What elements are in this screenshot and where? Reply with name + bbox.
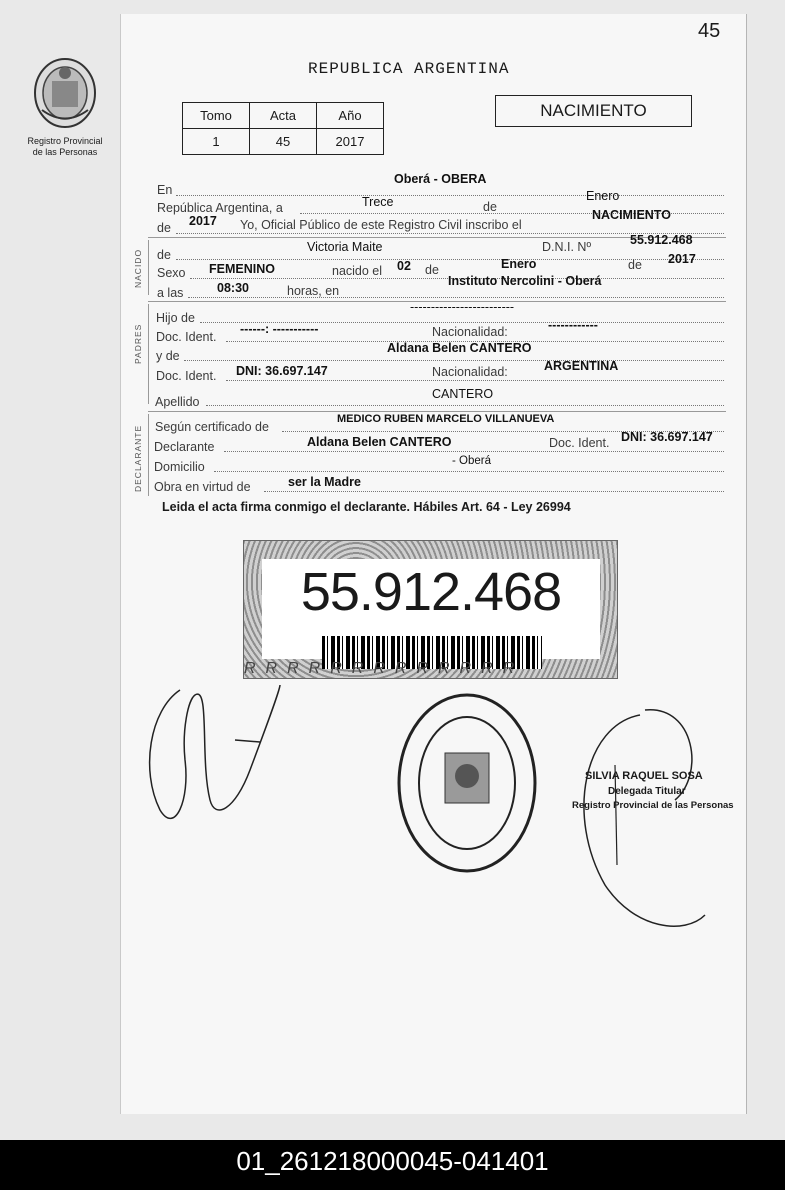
year-value: 2017 (189, 214, 217, 228)
oficial-text: Yo, Oficial Público de este Registro Civil inscribo el (240, 218, 522, 232)
birth-month-value: Enero (501, 257, 537, 271)
declarante-label: Declarante (154, 440, 215, 454)
coat-of-arms-icon (30, 55, 100, 135)
birth-day-value: 02 (397, 259, 411, 273)
volume-table (182, 102, 384, 155)
padres-section-label: PADRES (133, 323, 143, 364)
footer-document-code: 01_261218000045-041401 (0, 1140, 785, 1190)
father-value: ------------------------- (410, 300, 515, 314)
certificate-value: MEDICO RUBEN MARCELO VILLANUEVA (337, 413, 555, 425)
a-las-label: a las (157, 286, 184, 300)
official-role: Delegada Titular (608, 786, 686, 797)
acta-header: Acta (250, 103, 317, 129)
handwritten-signature-left (140, 680, 290, 840)
document-title: REPUBLICA ARGENTINA (308, 60, 510, 78)
dni-value: 55.912.468 (630, 233, 693, 247)
de-label: de (483, 200, 497, 214)
obra-value: ser la Madre (288, 475, 361, 489)
nacido-de-label: de (157, 248, 171, 262)
mother-doc-value: DNI: 36.697.147 (236, 364, 328, 378)
event-value: NACIMIENTO (592, 208, 671, 222)
barcode-label (262, 559, 600, 659)
nacido-de3-label: de (628, 258, 642, 272)
republica-label: República Argentina, a (157, 201, 283, 215)
official-org: Registro Provincial de las Personas (572, 800, 734, 811)
tomo-header: Tomo (183, 103, 250, 129)
child-name: Victoria Maite (307, 240, 383, 254)
declarant-doc-value: DNI: 36.697.147 (621, 430, 713, 444)
page-number: 45 (698, 20, 721, 42)
handwritten-signature-right (565, 705, 715, 935)
birth-year-value: 2017 (668, 252, 696, 266)
logo-caption-line2: de las Personas (32, 147, 98, 157)
y-de-label: y de (156, 349, 180, 363)
certificado-label: Según certificado de (155, 420, 269, 434)
decl-doc-label: Doc. Ident. (549, 436, 610, 450)
domicilio-label: Domicilio (154, 460, 205, 474)
nacido-el-label: nacido el (332, 264, 383, 278)
doc-ident-label: Doc. Ident. (156, 330, 217, 344)
day-value: Trece (362, 195, 394, 209)
horas-label: horas, en (287, 284, 340, 298)
anio-value: 2017 (317, 129, 384, 155)
sexo-value: FEMENINO (209, 262, 275, 276)
declarante-section-label: DECLARANTE (133, 424, 143, 492)
hijo-de-label: Hijo de (156, 311, 195, 325)
father-doc-value: ------: ----------- (240, 322, 319, 336)
acta-value: 45 (250, 129, 317, 155)
month-value: Enero (586, 189, 620, 203)
official-seal-stamp (392, 688, 542, 878)
barcode-number: 55.912.468 (300, 562, 562, 622)
apellido-label: Apellido (155, 395, 200, 409)
record-type-box: NACIMIENTO (495, 95, 692, 127)
tomo-value: 1 (183, 129, 250, 155)
mother-nat-value: ARGENTINA (544, 359, 619, 373)
sexo-label: Sexo (157, 266, 186, 280)
anio-header: Año (317, 103, 384, 129)
doc-ident2-label: Doc. Ident. (156, 369, 217, 383)
nacionalidad2-label: Nacionalidad: (432, 365, 508, 379)
closing-statement: Leida el acta firma conmigo el declarante. Hábiles Art. 64 - Ley 26994 (162, 500, 571, 514)
domicilio-value: - Oberá (452, 455, 491, 467)
declarant-value: Aldana Belen CANTERO (307, 435, 452, 449)
barcode-pattern-letters: RRRRRRRRRRRRR (244, 660, 525, 677)
dni-label: D.N.I. Nº (542, 240, 592, 254)
barcode-sticker (243, 540, 618, 679)
birth-place-value: Instituto Nercolini - Oberá (448, 274, 602, 288)
official-name: SILVIA RAQUEL SOSA (585, 770, 703, 782)
apellido-value: CANTERO (432, 387, 494, 401)
en-label: En (157, 183, 173, 197)
de2-label: de (157, 221, 171, 235)
logo-caption-line1: Registro Provincial (27, 136, 103, 146)
mother-value: Aldana Belen CANTERO (387, 341, 532, 355)
place-value: Oberá - OBERA (394, 172, 487, 186)
obra-label: Obra en virtud de (154, 480, 251, 494)
nacido-de2-label: de (425, 263, 439, 277)
nacionalidad-label: Nacionalidad: (432, 325, 508, 339)
father-nat-value: ------------ (548, 318, 598, 332)
nacido-section-label: NACIDO (133, 248, 143, 288)
time-value: 08:30 (217, 281, 249, 295)
